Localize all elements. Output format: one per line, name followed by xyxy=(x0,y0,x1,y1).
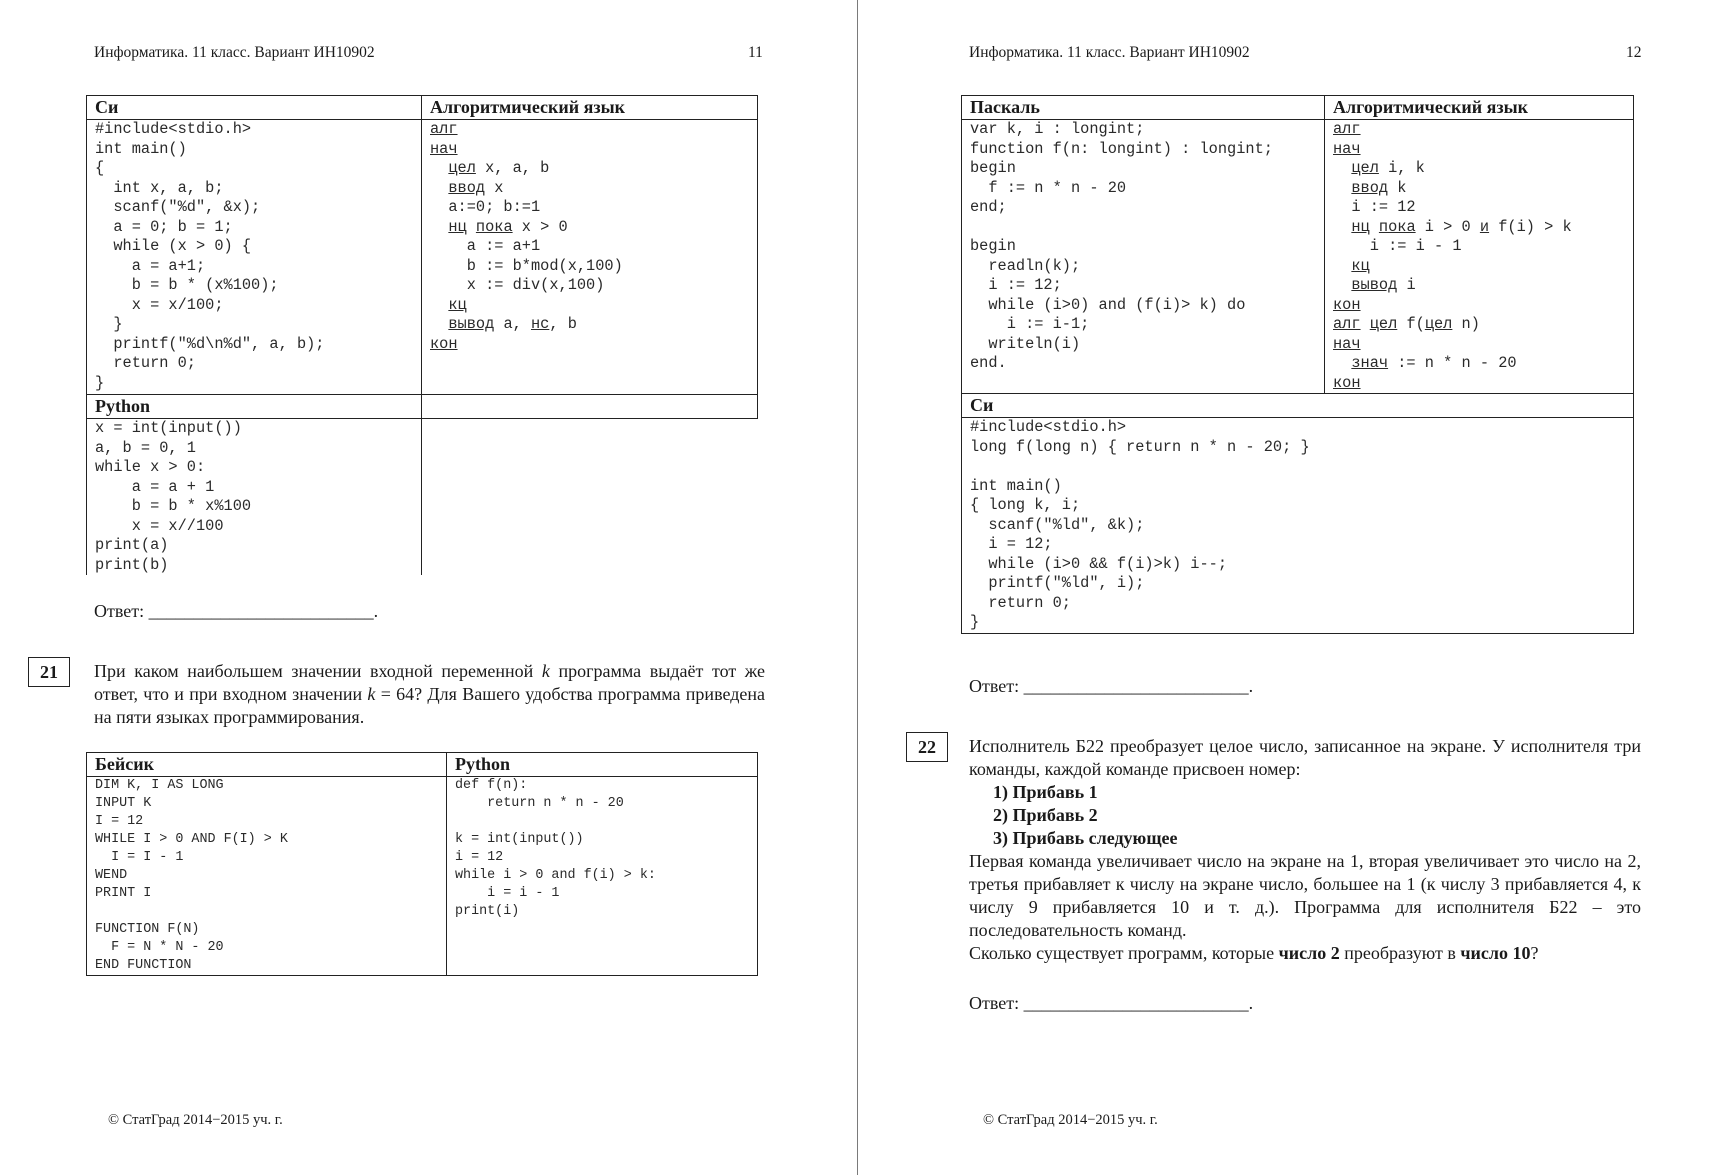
algo-line: a, xyxy=(494,315,531,333)
code-line: while x > 0: xyxy=(95,458,206,476)
code-line: } xyxy=(95,315,123,333)
command-item-3: 3) Прибавь следующее xyxy=(993,828,1178,848)
code-line: WEND xyxy=(95,868,128,883)
task-22-command-list xyxy=(993,781,1178,850)
task-22-question-part: преобразуют в xyxy=(1339,943,1461,963)
task-21-var: k xyxy=(541,661,550,681)
kw-nc: нц xyxy=(448,217,467,236)
kw-alg: алг xyxy=(1333,315,1361,333)
algo-header: Алгоритмический язык xyxy=(430,97,626,117)
algo-line: b := b*mod(x,100) xyxy=(448,256,623,275)
c2-code xyxy=(970,418,1625,633)
code-line xyxy=(95,903,438,921)
algo2-code xyxy=(1333,120,1625,393)
kw-cel: цел xyxy=(448,159,476,177)
code-line: long f(long n) { return n * n - 20; } xyxy=(970,437,1310,456)
code-line: a = a+1; xyxy=(95,256,206,275)
c-code-cell xyxy=(87,120,422,395)
code-line: { long k, i; xyxy=(970,496,1081,514)
kw-cel: цел xyxy=(1424,315,1453,333)
kw-cel: цел xyxy=(1351,159,1379,177)
kw-znach: знач xyxy=(1351,354,1389,372)
code-line: a = 0; b = 1; xyxy=(95,217,233,236)
algo2-line: i, k xyxy=(1378,159,1425,177)
algo2-line: i > 0 xyxy=(1415,217,1480,236)
code-line: while (i>0) and (f(i)> k) do xyxy=(970,295,1246,314)
code-line: } xyxy=(95,373,105,392)
pascal-code xyxy=(970,120,1316,374)
kw-nach: нач xyxy=(1333,139,1361,158)
algo-line: , b xyxy=(549,315,577,333)
pascal-code-cell xyxy=(962,120,1325,394)
code-line xyxy=(455,813,749,831)
answer-22-line: Ответ: _________________________. xyxy=(969,993,1254,1013)
python-code-cell xyxy=(87,419,422,576)
code-line: i = i - 1 xyxy=(455,886,560,901)
task-22-question-part: Сколько существует программ, которые xyxy=(969,943,1279,963)
code-line: INPUT K xyxy=(95,796,152,811)
c2-header: Си xyxy=(970,395,994,415)
code-line: while (x > 0) { xyxy=(95,237,252,255)
algo2-line: i := 12 xyxy=(1351,198,1416,216)
code-line xyxy=(970,457,1625,477)
python-header: Python xyxy=(95,396,151,416)
code-line: scanf("%ld", &k); xyxy=(970,515,1145,534)
code-line: return 0; xyxy=(95,354,196,372)
code-line: { xyxy=(95,159,105,177)
code-line: a, b = 0, 1 xyxy=(95,438,196,457)
code-line: print(b) xyxy=(95,555,169,574)
algo-code xyxy=(430,120,749,354)
code-line: I = I - 1 xyxy=(95,850,184,865)
task-21-text-part: программа выдаёт тот же ответ, что и при входном значении xyxy=(94,661,766,704)
code-line: print(a) xyxy=(95,536,169,554)
code-line: F = N * N - 20 xyxy=(95,940,224,955)
code-line: i = 12 xyxy=(455,850,504,865)
kw-nach: нач xyxy=(430,139,458,158)
code-line: DIM K, I AS LONG xyxy=(95,778,224,793)
answer-21-line: Ответ: _________________________. xyxy=(969,676,1254,696)
code-line: return 0; xyxy=(970,593,1071,612)
page-divider xyxy=(857,0,858,1175)
kw-alg: алг xyxy=(1333,120,1361,138)
code-line: end. xyxy=(970,354,1007,372)
code-line: b = b * (x%100); xyxy=(95,276,279,294)
python-code xyxy=(95,419,413,575)
task-22-question-bold: число 10 xyxy=(1460,943,1531,963)
code-line: END FUNCTION xyxy=(95,958,192,973)
code-line: int x, a, b; xyxy=(95,178,224,197)
pascal-header: Паскаль xyxy=(970,97,1040,117)
code-line: while i > 0 and f(i) > k: xyxy=(455,868,656,883)
code-line xyxy=(970,218,1316,238)
code-line: end; xyxy=(970,198,1007,216)
algo2-line: f( xyxy=(1397,315,1425,333)
code-line: int main() xyxy=(95,139,187,158)
code-line: scanf("%d", &x); xyxy=(95,198,261,216)
code-line: x = x//100 xyxy=(95,516,224,535)
code-line: PRINT I xyxy=(95,886,152,901)
kw-kc: кц xyxy=(448,295,467,314)
c-code xyxy=(95,120,413,393)
right-header-title: Информатика. 11 класс. Вариант ИН10902 xyxy=(969,44,1250,61)
kw-nach: нач xyxy=(1333,334,1361,353)
algo2-header: Алгоритмический язык xyxy=(1333,97,1529,117)
kw-kon: кон xyxy=(1333,373,1361,392)
code-line: a = a + 1 xyxy=(95,477,215,496)
algo-line: x, a, b xyxy=(475,159,550,177)
code-line: writeln(i) xyxy=(970,334,1081,353)
kw-poka: пока xyxy=(475,217,513,236)
code-line: print(i) xyxy=(455,904,520,919)
code-line: begin xyxy=(970,237,1016,255)
algo2-line: i := i - 1 xyxy=(1351,237,1462,255)
python2-code xyxy=(455,777,749,921)
code-line: x = int(input()) xyxy=(95,419,242,437)
code-line: WHILE I > 0 AND F(I) > K xyxy=(95,832,288,847)
answer-20-line: Ответ: _________________________. xyxy=(94,601,379,621)
code-line: def f(n): xyxy=(455,778,528,793)
basic-code-cell xyxy=(87,777,447,976)
algo2-line: k xyxy=(1388,178,1407,197)
task-21-number: 21 xyxy=(28,657,70,687)
code-line: FUNCTION F(N) xyxy=(95,922,200,937)
code-line: function f(n: longint) : longint; xyxy=(970,139,1273,158)
c2-code-cell xyxy=(962,418,1634,634)
code-line: printf("%d\n%d", a, b); xyxy=(95,334,325,353)
kw-vvod: ввод xyxy=(1351,178,1389,197)
code-line: var k, i : longint; xyxy=(970,120,1145,138)
code-line: I = 12 xyxy=(95,814,144,829)
code-line: k = int(input()) xyxy=(455,832,584,847)
kw-vyvod: вывод xyxy=(1351,276,1398,294)
task-22-question-part: ? xyxy=(1530,943,1539,963)
algo-line: a := a+1 xyxy=(448,237,541,255)
kw-vyvod: вывод xyxy=(448,315,495,333)
algo2-code-cell xyxy=(1325,120,1634,394)
kw-vvod: ввод xyxy=(448,178,486,197)
algo-line: x > 0 xyxy=(512,217,568,236)
c-header: Си xyxy=(95,97,119,117)
algo-code-cell xyxy=(422,120,758,395)
algo-line: x xyxy=(485,178,504,197)
code-line: #include<stdio.h> xyxy=(95,120,252,138)
left-footer: © СтатГрад 2014−2015 уч. г. xyxy=(108,1112,283,1128)
kw-poka: пока xyxy=(1378,217,1416,236)
code-line: begin xyxy=(970,159,1016,177)
task-21-text-part: При каком наибольшем значении входной переменной xyxy=(94,661,542,681)
code-line: x = x/100; xyxy=(95,295,224,314)
left-code-table xyxy=(86,95,758,575)
algo2-line: n) xyxy=(1452,315,1480,333)
basic-code xyxy=(95,777,438,975)
kw-alg: алг xyxy=(430,120,458,138)
task-22-body: Первая команда увеличивает число на экране на 1, вторая увеличивает это число на 2, третья прибавляет к числу на экране число, большее на 1 (к числу 3 прибавляется 4, к числу 9 прибавляется 10 и т. д.). Программа для исполнителя Б22 – это последовательность команд. xyxy=(969,851,1641,940)
code-line: int main() xyxy=(970,476,1062,495)
command-item-2: 2) Прибавь 2 xyxy=(993,805,1098,825)
code-line: i = 12; xyxy=(970,535,1053,553)
kw-and: и xyxy=(1479,217,1490,236)
code-line: } xyxy=(970,613,980,631)
basic-header: Бейсик xyxy=(95,754,154,774)
code-line: b = b * x%100 xyxy=(95,497,252,515)
kw-ns: нс xyxy=(530,315,550,333)
code-line: i := i-1; xyxy=(970,315,1090,333)
code-line: i := 12; xyxy=(970,276,1062,294)
kw-kc: кц xyxy=(1351,256,1370,275)
algo-line: x := div(x,100) xyxy=(448,276,605,294)
task-21-code-table xyxy=(86,752,758,976)
python2-header: Python xyxy=(455,754,511,774)
task-22-question-bold: число 2 xyxy=(1278,943,1340,963)
kw-cel: цел xyxy=(1369,315,1398,333)
algo2-line: f(i) > k xyxy=(1489,217,1572,236)
task-22-intro: Исполнитель Б22 преобразует целое число, записанное на экране. У исполнителя три команды, каждой команде присвоен номер: xyxy=(969,736,1641,779)
right-code-table xyxy=(961,95,1634,634)
task-22-question xyxy=(969,942,1641,965)
kw-nc: нц xyxy=(1351,217,1370,236)
kw-kon: кон xyxy=(1333,295,1361,314)
kw-kon: кон xyxy=(430,334,458,353)
task-22-number: 22 xyxy=(906,732,948,762)
algo2-line: i xyxy=(1397,276,1416,294)
command-item-1: 1) Прибавь 1 xyxy=(993,782,1098,802)
code-line: readln(k); xyxy=(970,256,1081,275)
left-page-number: 11 xyxy=(748,44,763,61)
algo-line: a:=0; b:=1 xyxy=(448,198,541,216)
code-line: while (i>0 && f(i)>k) i--; xyxy=(970,554,1228,573)
code-line: return n * n - 20 xyxy=(455,796,624,811)
code-line: f := n * n - 20 xyxy=(970,178,1127,197)
right-page-number: 12 xyxy=(1626,44,1642,61)
code-line: printf("%ld", i); xyxy=(970,574,1145,592)
algo2-line: := n * n - 20 xyxy=(1388,354,1517,372)
task-21-var: k xyxy=(367,684,376,704)
right-footer: © СтатГрад 2014−2015 уч. г. xyxy=(983,1112,1158,1128)
python2-code-cell xyxy=(447,777,758,976)
code-line: #include<stdio.h> xyxy=(970,418,1127,436)
task-21-text xyxy=(94,660,765,729)
task-21-text-part: = 64? Для Вашего удобства программа приведена на пяти языках программирования. xyxy=(94,684,765,727)
left-header-title: Информатика. 11 класс. Вариант ИН10902 xyxy=(94,44,375,61)
